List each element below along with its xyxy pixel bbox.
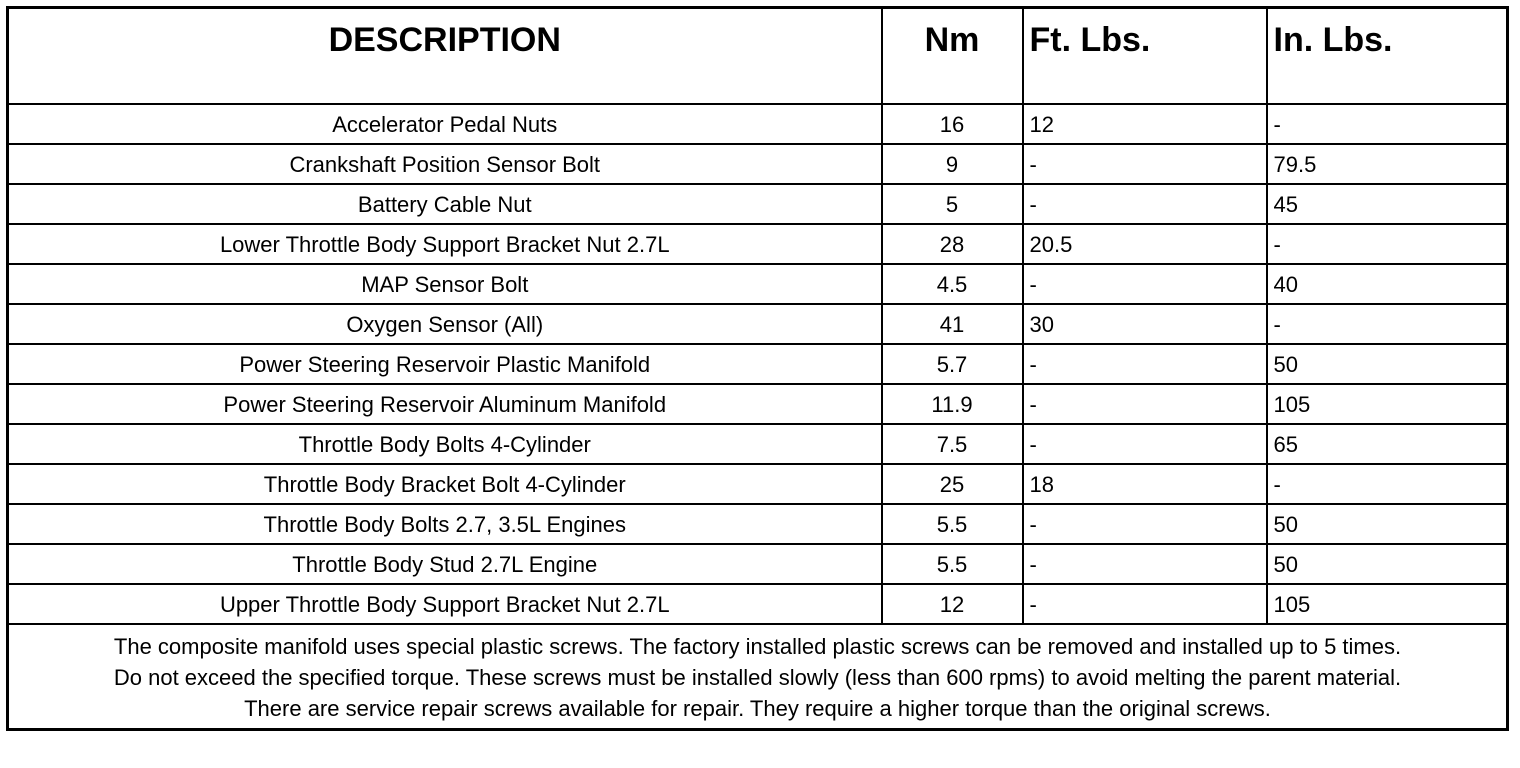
cell-description: Throttle Body Bracket Bolt 4-Cylinder — [8, 464, 882, 504]
cell-nm: 4.5 — [882, 264, 1023, 304]
table-row — [8, 584, 1508, 624]
cell-nm: 5 — [882, 184, 1023, 224]
cell-description: Power Steering Reservoir Plastic Manifold — [8, 344, 882, 384]
cell-ft-lbs: - — [1023, 264, 1267, 304]
cell-in-lbs: 50 — [1267, 344, 1508, 384]
cell-description: Power Steering Reservoir Aluminum Manifold — [8, 384, 882, 424]
header-nm: Nm — [882, 8, 1023, 104]
note-cell — [8, 624, 1508, 730]
cell-ft-lbs: 12 — [1023, 104, 1267, 144]
header-in-lbs: In. Lbs. — [1267, 8, 1508, 104]
cell-description: Throttle Body Stud 2.7L Engine — [8, 544, 882, 584]
cell-in-lbs: - — [1267, 304, 1508, 344]
table-row — [8, 464, 1508, 504]
cell-in-lbs: 40 — [1267, 264, 1508, 304]
cell-nm: 25 — [882, 464, 1023, 504]
cell-nm: 28 — [882, 224, 1023, 264]
table-row — [8, 224, 1508, 264]
cell-nm: 16 — [882, 104, 1023, 144]
table-row — [8, 304, 1508, 344]
cell-nm: 5.5 — [882, 544, 1023, 584]
note-line-1: The composite manifold uses special plastic screws. The factory installed plastic screws can be removed and installed up to 5 times. — [113, 633, 1402, 659]
cell-in-lbs: 105 — [1267, 584, 1508, 624]
cell-in-lbs: - — [1267, 464, 1508, 504]
cell-description: Throttle Body Bolts 2.7, 3.5L Engines — [8, 504, 882, 544]
cell-description: Accelerator Pedal Nuts — [8, 104, 882, 144]
cell-description: Battery Cable Nut — [8, 184, 882, 224]
cell-nm: 12 — [882, 584, 1023, 624]
cell-in-lbs: - — [1267, 104, 1508, 144]
cell-description: MAP Sensor Bolt — [8, 264, 882, 304]
table-row — [8, 504, 1508, 544]
table-row — [8, 104, 1508, 144]
cell-in-lbs: 45 — [1267, 184, 1508, 224]
torque-spec-table — [6, 6, 1509, 731]
table-row — [8, 144, 1508, 184]
cell-ft-lbs: - — [1023, 424, 1267, 464]
cell-nm: 5.5 — [882, 504, 1023, 544]
cell-in-lbs: 50 — [1267, 504, 1508, 544]
note-line-2: Do not exceed the specified torque. These screws must be installed slowly (less than 600 rpms) to avoid melting the parent material. — [113, 664, 1402, 690]
cell-ft-lbs: 20.5 — [1023, 224, 1267, 264]
cell-nm: 11.9 — [882, 384, 1023, 424]
cell-description: Lower Throttle Body Support Bracket Nut 2.7L — [8, 224, 882, 264]
note-row — [8, 624, 1508, 730]
header-ft-lbs: Ft. Lbs. — [1023, 8, 1267, 104]
cell-in-lbs: 65 — [1267, 424, 1508, 464]
cell-description: Crankshaft Position Sensor Bolt — [8, 144, 882, 184]
cell-ft-lbs: - — [1023, 544, 1267, 584]
cell-ft-lbs: - — [1023, 504, 1267, 544]
cell-ft-lbs: - — [1023, 144, 1267, 184]
cell-ft-lbs: - — [1023, 584, 1267, 624]
cell-description: Upper Throttle Body Support Bracket Nut 2.7L — [8, 584, 882, 624]
cell-nm: 41 — [882, 304, 1023, 344]
cell-ft-lbs: 18 — [1023, 464, 1267, 504]
cell-in-lbs: - — [1267, 224, 1508, 264]
header-description: DESCRIPTION — [8, 8, 882, 104]
cell-in-lbs: 79.5 — [1267, 144, 1508, 184]
header-row — [8, 8, 1508, 104]
table-row — [8, 544, 1508, 584]
cell-in-lbs: 50 — [1267, 544, 1508, 584]
cell-ft-lbs: - — [1023, 384, 1267, 424]
cell-ft-lbs: - — [1023, 184, 1267, 224]
cell-description: Throttle Body Bolts 4-Cylinder — [8, 424, 882, 464]
table-row — [8, 184, 1508, 224]
cell-description: Oxygen Sensor (All) — [8, 304, 882, 344]
cell-nm: 9 — [882, 144, 1023, 184]
note-line-3: There are service repair screws available for repair. They require a higher torque than the original screws. — [244, 695, 1271, 721]
table-row — [8, 424, 1508, 464]
table-row — [8, 384, 1508, 424]
cell-nm: 5.7 — [882, 344, 1023, 384]
cell-ft-lbs: - — [1023, 344, 1267, 384]
table-row — [8, 344, 1508, 384]
table-row — [8, 264, 1508, 304]
cell-in-lbs: 105 — [1267, 384, 1508, 424]
cell-nm: 7.5 — [882, 424, 1023, 464]
cell-ft-lbs: 30 — [1023, 304, 1267, 344]
